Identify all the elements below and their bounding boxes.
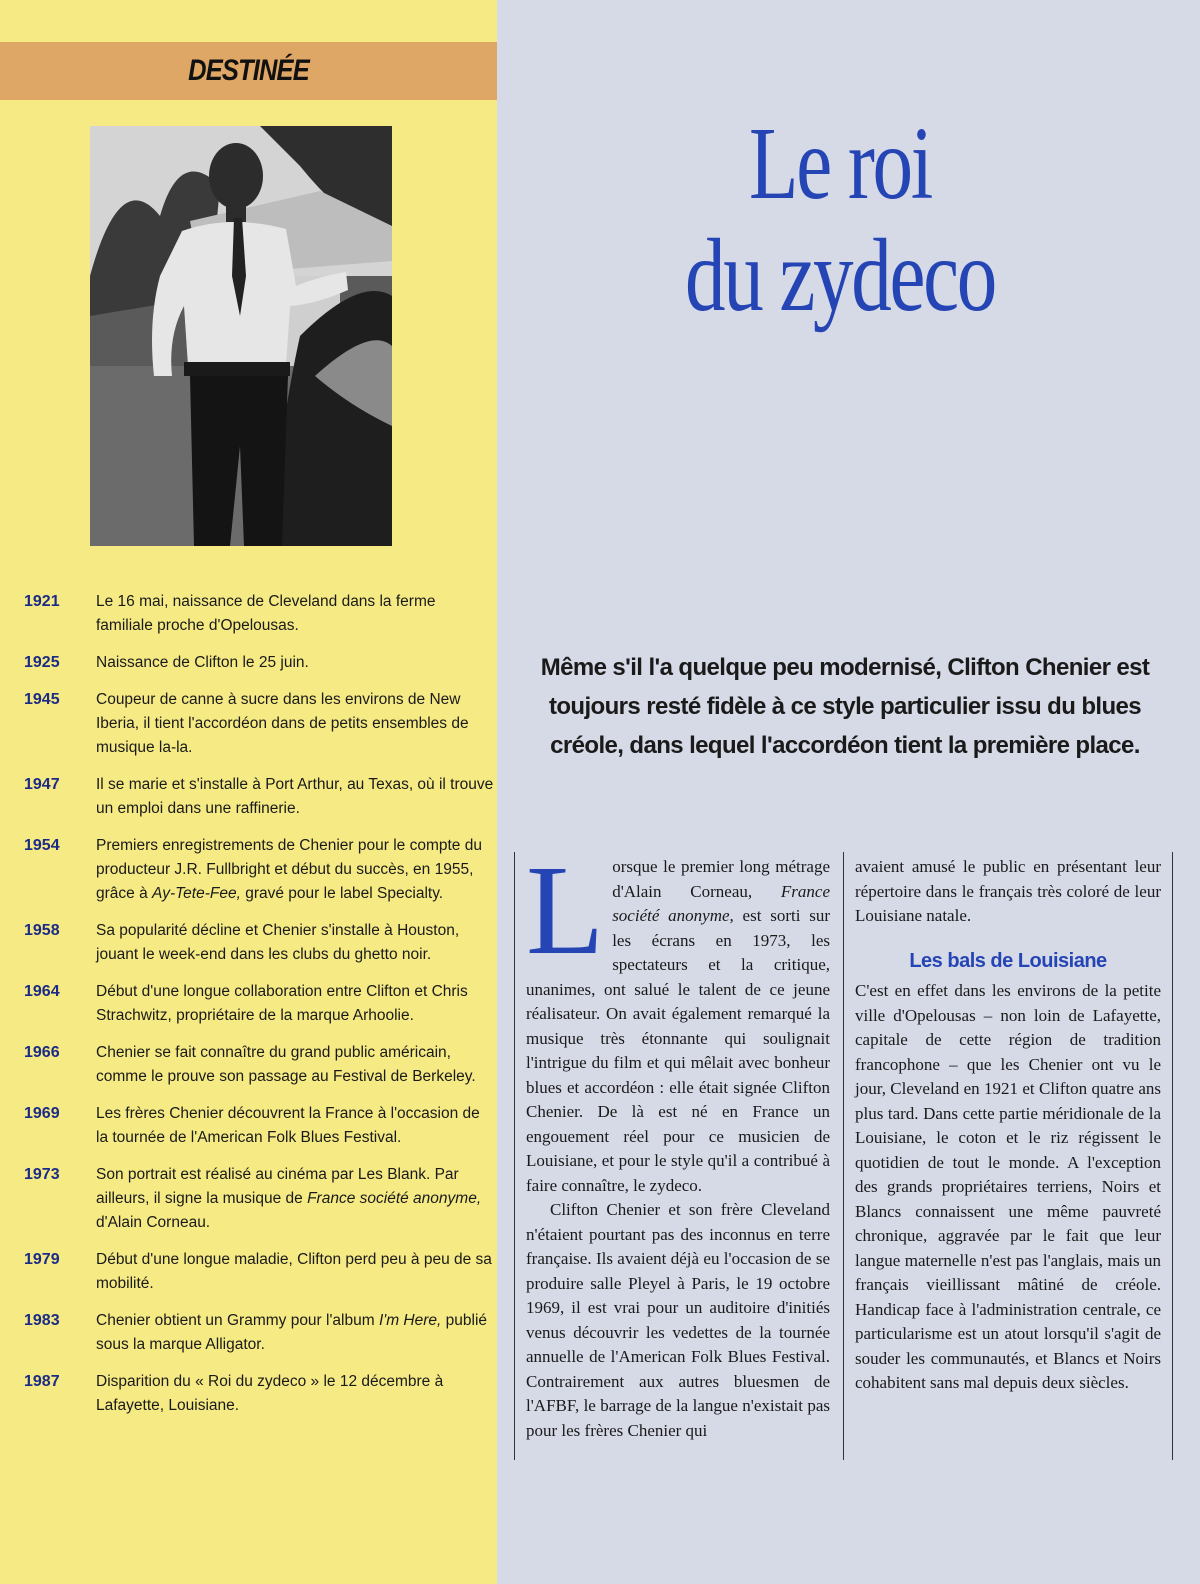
- timeline-item: [24, 1163, 494, 1235]
- timeline-text: Naissance de Clifton le 25 juin.: [96, 654, 309, 671]
- timeline-year: 1979: [24, 1251, 60, 1268]
- timeline-text: Début d'une longue maladie, Clifton perd peu à peu de sa mobilité.: [96, 1251, 492, 1292]
- portrait-photo: [90, 126, 392, 546]
- timeline-item: [24, 1102, 494, 1150]
- timeline-year: 1954: [24, 837, 60, 854]
- article-column-2: [855, 855, 1161, 1396]
- column-divider: [843, 852, 844, 1460]
- timeline-year: 1983: [24, 1312, 60, 1329]
- timeline-item: [24, 688, 494, 760]
- article-paragraph: C'est en effet dans les environs de la petite ville d'Opelousas – non loin de Lafayette, capitale de cette région de tradition francophone – que les Chenier ont vu le jour, Cleveland en 1921 et Clifton quatre ans plus tard. Dans cette partie méridionale de la Louisiane, le coton et le riz régissent le quotidien de tout le monde. A l'exception des grands propriétaires terriens, Noirs et Blancs connaissent une même pauvreté chronique, aggravée par le fait que leur langue maternelle n'est pas l'anglais, mais un français vieillissant mâtiné de créole. Handicap face à l'administration centrale, ce particularisme est un atout lorsqu'il s'agit de souder les communautés, et Blancs et Noirs cohabitent sans mal depuis deux siècles.: [855, 981, 1161, 1392]
- timeline-text: Disparition du « Roi du zydeco » le 12 décembre à Lafayette, Louisiane.: [96, 1373, 444, 1414]
- timeline-item: [24, 1248, 494, 1296]
- article-paragraph: Clifton Chenier et son frère Cleveland n'étaient pourtant pas des inconnus en terre française. Ils avaient déjà eu l'occasion de se produire salle Pleyel à Paris, le 19 octobre 1969, il est vrai pour un auditoire d'initiés venus découvrir les vedettes de la tournée annuelle de l'American Folk Blues Festival. Contrairement aux autres bluesmen de l'AFBF, le barrage de la langue n'existait pas pour les frères Chenier qui: [526, 1200, 830, 1440]
- lede: Même s'il l'a quelque peu modernisé, Clifton Chenier est toujours resté fidèle à ce style particulier issu du blues créole, dans lequel l'accordéon tient la première place.: [540, 654, 1150, 759]
- timeline-text: Chenier se fait connaître du grand public américain, comme le prouve son passage au Festival de Berkeley.: [96, 1044, 476, 1085]
- article-paragraph: Lorsque le premier long métrage d'Alain Corneau, France société anonyme, est sorti sur les écrans en 1973, les spectateurs et la critique, unanimes, ont salué le talent de ce jeune réalisateur. On avait également remarqué la musique très étonnante qui soulignait l'intrigue du film et qui mêlait avec bonheur blues et accordéon : elle était signée Clifton Chenier. De là est né en France un engouement réel pour ce musicien de Louisiane, et pour le style qu'il a contribué à faire connaître, le zydeco.: [526, 839, 830, 1195]
- timeline-item: [24, 834, 494, 906]
- film-title: France société anonyme,: [307, 1190, 482, 1207]
- record-title: Ay-Tete-Fee,: [152, 885, 241, 902]
- section-title: DESTINÉE: [188, 54, 309, 87]
- headline: [684, 108, 996, 332]
- timeline-text: Le 16 mai, naissance de Cleveland dans la ferme familiale proche d'Opelousas.: [96, 593, 436, 634]
- timeline-year: 1945: [24, 691, 60, 708]
- timeline-text: Il se marie et s'installe à Port Arthur, au Texas, où il trouve un emploi dans une raffinerie.: [96, 776, 494, 817]
- timeline-text: Coupeur de canne à sucre dans les environs de New Iberia, il tient l'accordéon dans de petits ensembles de musique la-la.: [96, 691, 469, 756]
- timeline-text: Sa popularité décline et Chenier s'installe à Houston, jouant le week-end dans les clubs du ghetto noir.: [96, 922, 460, 963]
- timeline-item: [24, 590, 494, 638]
- timeline-year: 1969: [24, 1105, 60, 1122]
- drop-cap: L: [526, 839, 605, 981]
- subheading: Les bals de Louisiane: [909, 949, 1107, 972]
- timeline-item: [24, 1309, 494, 1357]
- timeline-text: Début d'une longue collaboration entre Clifton et Chris Strachwitz, propriétaire de la marque Arhoolie.: [96, 983, 468, 1024]
- headline-line: du zydeco: [684, 218, 996, 333]
- timeline-item: [24, 773, 494, 821]
- timeline-year: 1921: [24, 593, 60, 610]
- timeline-item: [24, 919, 494, 967]
- timeline-year: 1966: [24, 1044, 60, 1061]
- timeline-item: [24, 651, 494, 675]
- timeline-item: [24, 1041, 494, 1089]
- column-divider: [1172, 852, 1173, 1460]
- timeline-text: Les frères Chenier découvrent la France à l'occasion de la tournée de l'American Folk Blues Festival.: [96, 1105, 480, 1146]
- timeline-year: 1958: [24, 922, 60, 939]
- timeline-text: Son portrait est réalisé au cinéma par Les Blank. Par ailleurs, il signe la musique de France société anonyme, d'Alain Corneau.: [96, 1166, 482, 1231]
- film-title: France société anonyme,: [612, 881, 830, 925]
- timeline-year: 1964: [24, 983, 60, 1000]
- timeline-item: [24, 980, 494, 1028]
- timeline-item: [24, 1370, 494, 1418]
- headline-line: Le roi: [749, 106, 931, 221]
- timeline-year: 1987: [24, 1373, 60, 1390]
- timeline-year: 1973: [24, 1166, 60, 1183]
- column-divider: [514, 852, 515, 1460]
- album-title: I'm Here,: [378, 1312, 442, 1329]
- timeline-year: 1947: [24, 776, 60, 793]
- timeline-year: 1925: [24, 654, 60, 671]
- timeline-text: Premiers enregistrements de Chenier pour le compte du producteur J.R. Fullbright et début du succès, en 1955, grâce à Ay-Tete-Fee, gravé pour le label Specialty.: [96, 837, 482, 902]
- timeline-text: Chenier obtient un Grammy pour l'album I'm Here, publié sous la marque Alligator.: [96, 1312, 488, 1353]
- article-paragraph-continued: avaient amusé le public en présentant leur répertoire dans le français très coloré de leur Louisiane natale.: [855, 857, 1161, 925]
- article-column-1: [526, 839, 830, 1443]
- timeline-list: [24, 590, 494, 1431]
